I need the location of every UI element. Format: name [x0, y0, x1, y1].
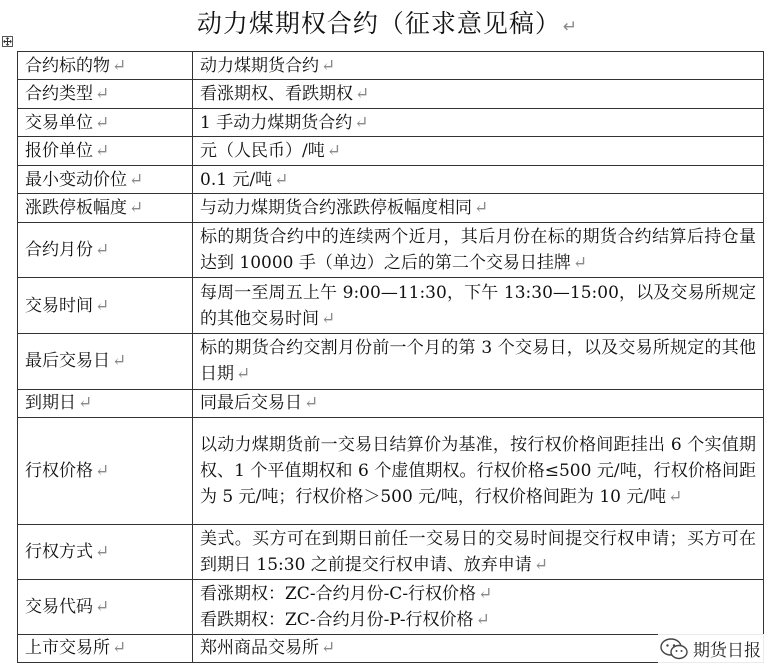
- row-value: 郑州商品交易所: [200, 638, 319, 659]
- row-value-line: [200, 581, 756, 607]
- row-label-cell: [18, 389, 193, 417]
- row-value-line: [200, 335, 756, 387]
- paragraph-mark: ↵: [355, 84, 370, 105]
- row-label-cell: [18, 80, 193, 109]
- paragraph-mark: ↵: [274, 169, 289, 190]
- row-value-line: [200, 195, 756, 221]
- paragraph-mark: ↵: [95, 84, 110, 105]
- row-value-cell: [193, 52, 764, 80]
- paragraph-mark: ↵: [112, 55, 127, 76]
- paragraph-mark: ↵: [95, 541, 110, 562]
- row-label-cell: [18, 417, 193, 524]
- paragraph-mark: ↵: [668, 486, 683, 507]
- row-label-cell: [18, 223, 193, 278]
- row-value: 每周一至周五上午 9:00—11:30，下午 13:30—15:00，以及交易所规定的其他交易时间: [200, 282, 756, 329]
- table-row: [18, 194, 764, 223]
- table-row: [18, 389, 764, 417]
- paragraph-mark: ↵: [326, 141, 341, 162]
- row-label-cell: [18, 278, 193, 333]
- row-value: 看涨期权：ZC-合约月份-C-行权价格: [200, 583, 477, 604]
- row-label-cell: [18, 52, 193, 80]
- row-value-line: [200, 390, 756, 416]
- row-value: 美式。买方可在到期日前任一交易日的交易时间提交行权申请；买方可在到期日 15:30 之前提交行权申请、放弃申请: [200, 528, 756, 575]
- row-label-cell: [18, 166, 193, 194]
- row-label-cell: [18, 137, 193, 166]
- row-label: 上市交易所: [25, 638, 110, 659]
- row-value-cell: [193, 389, 764, 417]
- document-title: [0, 4, 775, 44]
- row-value: 标的期货合约交割月份前一个月的第 3 个交易日，以及交易所规定的其他日期: [200, 338, 756, 385]
- row-value-cell: [193, 223, 764, 278]
- row-value: 1 手动力煤期货合约: [200, 112, 353, 133]
- paragraph-mark: ↵: [321, 308, 336, 329]
- row-value-cell: [193, 579, 764, 634]
- row-value-line: [200, 280, 756, 332]
- row-label: 最后交易日: [25, 351, 110, 372]
- row-value-cell: [193, 109, 764, 137]
- paragraph-mark: ↵: [95, 141, 110, 162]
- row-value-cell: [193, 194, 764, 223]
- row-label: 交易单位: [25, 112, 93, 133]
- row-label: 行权方式: [25, 541, 93, 562]
- paragraph-mark: ↵: [321, 638, 336, 659]
- contract-spec-table: [17, 51, 764, 663]
- paragraph-mark: ↵: [236, 364, 251, 385]
- paragraph-mark: ↵: [475, 609, 490, 630]
- table-row: [18, 417, 764, 524]
- row-label: 交易时间: [25, 295, 93, 316]
- row-label: 报价单位: [25, 141, 93, 162]
- row-label: 交易代码: [25, 596, 93, 617]
- paragraph-mark: ↵: [304, 393, 319, 414]
- row-value: 同最后交易日: [200, 393, 302, 414]
- table-row: [18, 137, 764, 166]
- row-value-line: [200, 138, 756, 164]
- table-row: [18, 223, 764, 278]
- row-value: 看跌期权：ZC-合约月份-P-行权价格: [200, 609, 474, 630]
- row-value-cell: [193, 333, 764, 389]
- row-value-cell: [193, 278, 764, 333]
- paragraph-mark: ↵: [478, 583, 493, 604]
- paragraph-mark: ↵: [95, 295, 110, 316]
- row-label: 最小变动价位: [25, 169, 127, 190]
- watermark-text: 期货日报: [693, 641, 761, 661]
- paragraph-mark: ↵: [95, 240, 110, 261]
- row-label-cell: [18, 524, 193, 579]
- row-value: 元（人民币）/吨: [200, 141, 325, 162]
- row-label-cell: [18, 109, 193, 137]
- watermark: [658, 634, 765, 663]
- wechat-icon: [660, 638, 688, 660]
- paragraph-mark: ↵: [112, 638, 127, 659]
- table-row: [18, 634, 764, 662]
- paragraph-mark: ↵: [572, 253, 588, 274]
- table-row: [18, 333, 764, 389]
- row-value: 0.1 元/吨: [200, 169, 273, 190]
- row-label: 涨跌停板幅度: [25, 198, 127, 219]
- row-value: 看涨期权、看跌期权: [200, 84, 353, 105]
- paragraph-mark: ↵: [95, 596, 110, 617]
- paragraph-mark: ↵: [95, 112, 110, 133]
- table-row: [18, 52, 764, 80]
- row-value: 与动力煤期货合约涨跌停板幅度相同: [200, 198, 472, 219]
- paragraph-mark: ↵: [474, 198, 489, 219]
- row-label: 行权价格: [25, 460, 93, 481]
- row-value-line: [200, 526, 756, 578]
- row-value: 标的期货合约中的连续两个近月，其后月份在标的期货合约结算后持仓量达到 10000 手（单边）之后的第二个交易日挂牌: [200, 227, 756, 274]
- document-title-text: 动力煤期权合约（征求意见稿）: [196, 9, 561, 38]
- row-label-cell: [18, 579, 193, 634]
- row-value-cell: [193, 80, 764, 109]
- paragraph-mark: ↵: [321, 55, 336, 76]
- row-value: 动力煤期货合约: [200, 55, 319, 76]
- row-label: 合约月份: [25, 240, 93, 261]
- table-move-handle-icon[interactable]: [2, 36, 13, 47]
- table-row: [18, 524, 764, 579]
- row-value: 以动力煤期货前一交易日结算价为基准，按行权价格间距挂出 6 个实值期权、1 个平值期权和 6 个虚值期权。行权价格≤500 元/吨，行权价格间距为 5 元/吨；行权价格＞500 元/吨，行权价格间距为 10 元/吨: [200, 434, 756, 507]
- paragraph-mark: ↵: [562, 17, 579, 37]
- row-value-cell: [193, 166, 764, 194]
- row-value-line: [200, 432, 756, 510]
- table-row: [18, 579, 764, 634]
- paragraph-mark: ↵: [95, 460, 110, 481]
- table-row: [18, 80, 764, 109]
- paragraph-mark: ↵: [112, 351, 127, 372]
- row-label: 到期日: [25, 393, 76, 414]
- row-value-line: [200, 110, 756, 136]
- row-value-line: [200, 224, 756, 276]
- row-label-cell: [18, 333, 193, 389]
- row-label: 合约标的物: [25, 55, 110, 76]
- paragraph-mark: ↵: [78, 393, 93, 414]
- row-label-cell: [18, 634, 193, 662]
- row-value-line: [200, 53, 756, 79]
- row-label-cell: [18, 194, 193, 223]
- row-value-line: [200, 607, 756, 633]
- row-label: 合约类型: [25, 84, 93, 105]
- table-row: [18, 109, 764, 137]
- row-value-line: [200, 81, 756, 107]
- table-row: [18, 166, 764, 194]
- paragraph-mark: ↵: [354, 112, 369, 133]
- paragraph-mark: ↵: [533, 554, 549, 575]
- row-value-cell: [193, 524, 764, 579]
- table-row: [18, 278, 764, 333]
- row-value-cell: [193, 137, 764, 166]
- paragraph-mark: ↵: [129, 198, 144, 219]
- paragraph-mark: ↵: [129, 169, 144, 190]
- row-value-line: [200, 167, 756, 193]
- row-value-cell: [193, 417, 764, 524]
